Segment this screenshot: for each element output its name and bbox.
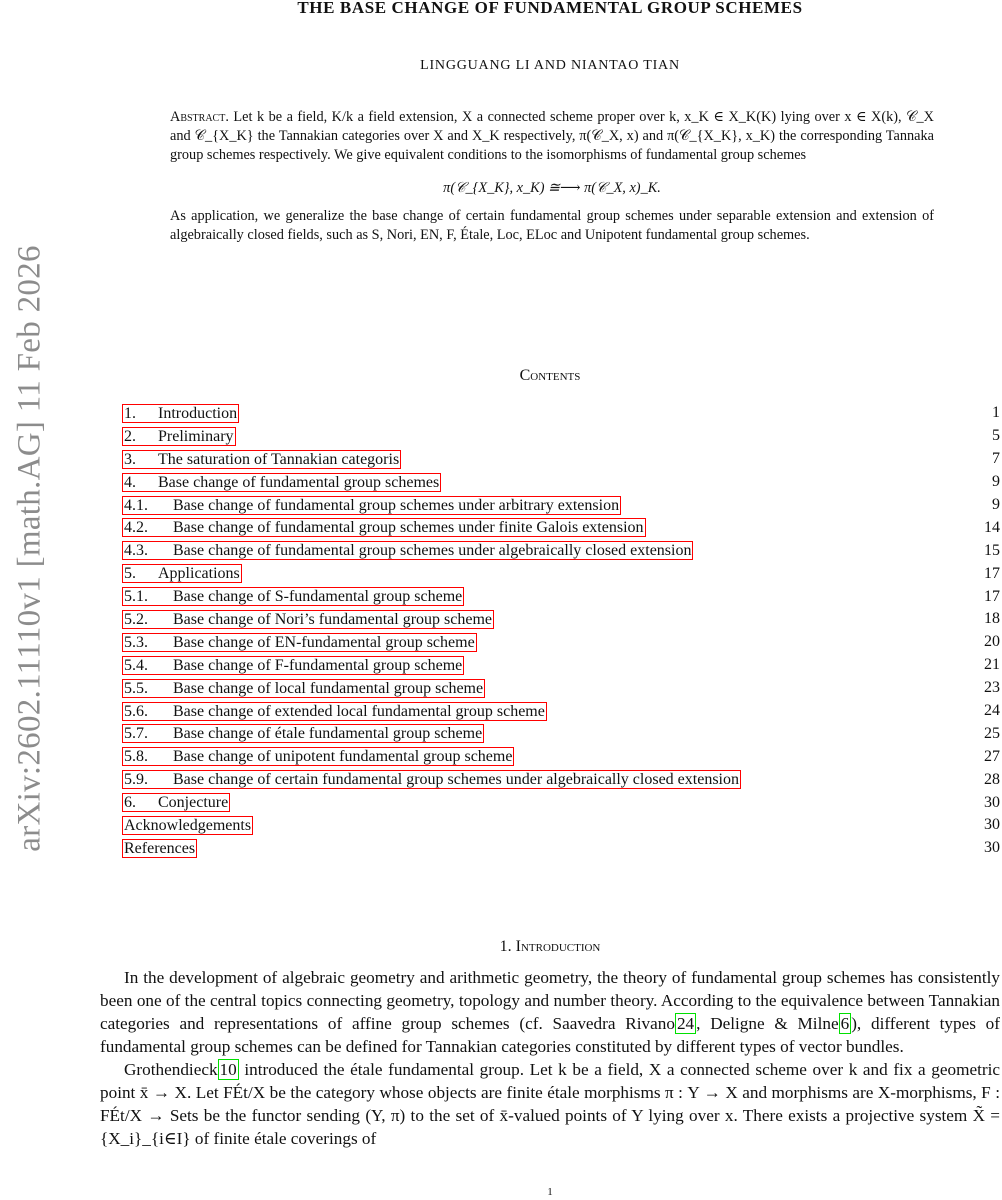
- toc-title: Base change of extended local fundamental group scheme: [173, 702, 545, 720]
- text: Grothendieck: [124, 1060, 218, 1079]
- toc-link[interactable]: [122, 747, 514, 766]
- text: introduced the étale fundamental group. Let k be a field, X a connected scheme over k and fix a geometric point x̄ → X. Let FÉt/X be the category whose objects are finite étale morphisms π : Y → X and morphisms are X-morphisms, F : FÉt/X → Sets be the functor sending (Y, π) to the set of x̄-valued points of Y lying over x. There exists a projective system X̃ = {X_i}_{i∈I} of finite étale coverings of: [100, 1060, 1000, 1148]
- toc-page: 30: [984, 816, 1000, 834]
- toc-number: 5.2.: [124, 610, 148, 628]
- page-number: 1: [547, 1186, 553, 1198]
- abstract-equation: π(𝒞_{X_K}, x_K) ≅⟶ π(𝒞_X, x)_K.: [443, 180, 661, 196]
- toc-page: 15: [984, 541, 1000, 559]
- toc-entry: [122, 837, 1000, 860]
- toc-title: Acknowledgements: [124, 816, 252, 834]
- toc-link[interactable]: [122, 496, 621, 515]
- toc-number: 5.7.: [124, 725, 148, 743]
- toc-page: 7: [992, 450, 1000, 468]
- toc-link[interactable]: [122, 610, 494, 629]
- toc-entry: [122, 402, 1000, 425]
- toc-page: 17: [984, 587, 1000, 605]
- toc-link[interactable]: [122, 793, 230, 812]
- toc-entry: [122, 448, 1000, 471]
- toc-entry: [122, 494, 1000, 517]
- toc-title: Conjecture: [158, 794, 229, 812]
- toc-number: 3.: [124, 450, 136, 468]
- toc-link[interactable]: [122, 473, 441, 492]
- toc-page: 20: [984, 633, 1000, 651]
- toc-title: Base change of unipotent fundamental group scheme: [173, 748, 513, 766]
- introduction-body: [100, 966, 1000, 1150]
- toc-link[interactable]: [122, 564, 242, 583]
- toc-link[interactable]: [122, 518, 646, 537]
- toc-link[interactable]: [122, 404, 239, 423]
- toc-entry: [122, 608, 1000, 631]
- toc-page: 18: [984, 610, 1000, 628]
- toc-title: Introduction: [158, 404, 238, 422]
- toc-link[interactable]: [122, 702, 547, 721]
- toc-page: 9: [992, 473, 1000, 491]
- abstract: [170, 108, 934, 245]
- toc-title: Base change of certain fundamental group schemes under algebraically closed extension: [173, 771, 739, 789]
- text: , Deligne & Milne: [696, 1014, 839, 1033]
- toc-title: Base change of fundamental group schemes under finite Galois extension: [173, 519, 644, 537]
- toc-number: 4.1.: [124, 496, 148, 514]
- toc-number: 5.8.: [124, 748, 148, 766]
- toc-page: 28: [984, 770, 1000, 788]
- toc-title: References: [124, 839, 196, 857]
- abstract-application: As application, we generalize the base change of certain fundamental group schemes under separable extension and extension of algebraically closed fields, such as S, Nori, EN, F, Étale, Loc, ELoc and Unipotent fundamental group schemes.: [170, 208, 934, 243]
- toc-entry: [122, 539, 1000, 562]
- toc-page: 24: [984, 702, 1000, 720]
- toc-title: The saturation of Tannakian categoris: [158, 450, 400, 468]
- arxiv-watermark: arXiv:2602.11110v1 [math.AG] 11 Feb 2026: [11, 245, 48, 852]
- toc-entry: [122, 562, 1000, 585]
- toc-page: 17: [984, 564, 1000, 582]
- toc-title: Preliminary: [158, 427, 234, 445]
- toc-title: Base change of Nori’s fundamental group scheme: [173, 610, 493, 628]
- toc-page: 25: [984, 724, 1000, 742]
- abstract-label: Abstract.: [170, 109, 229, 125]
- toc-number: 1.: [124, 404, 136, 422]
- abstract-text: Let k be a field, K/k a field extension, X a connected scheme proper over k, x_K ∈ X_K(K) lying over x ∈ X(k), 𝒞_X and 𝒞_{X_K} the Tannakian categories over X and X_K respectively, π(𝒞_X, x) and π(𝒞_{X_K}, x_K) the corresponding Tannaka group schemes respectively. We give equivalent conditions to the isomorphisms of fundamental group schemes: [170, 109, 935, 163]
- text: ), different types of fundamental group schemes can be defined for Tannakian categories constituted by different types of vector bundles.: [100, 1014, 1000, 1056]
- citation-link[interactable]: 10: [219, 1060, 237, 1079]
- toc-number: 5.6.: [124, 702, 148, 720]
- toc-title: Base change of étale fundamental group scheme: [173, 725, 483, 743]
- toc-entry: [122, 585, 1000, 608]
- toc-number: 5.4.: [124, 656, 148, 674]
- toc-page: 1: [992, 404, 1000, 422]
- toc-page: 30: [984, 839, 1000, 857]
- toc-number: 5.5.: [124, 679, 148, 697]
- toc-page: 27: [984, 747, 1000, 765]
- toc-entry: [122, 700, 1000, 723]
- toc-entry: [122, 425, 1000, 448]
- toc-number: 4.: [124, 473, 136, 491]
- citation-link[interactable]: 24: [676, 1014, 695, 1033]
- toc-link[interactable]: [122, 633, 477, 652]
- toc-title: Base change of S-fundamental group scheme: [173, 588, 463, 606]
- toc-title: Base change of local fundamental group scheme: [173, 679, 484, 697]
- toc-title: Applications: [158, 565, 240, 583]
- table-of-contents: [122, 402, 1000, 860]
- toc-number: 4.3.: [124, 542, 148, 560]
- toc-number: 5.3.: [124, 633, 148, 651]
- toc-entry: [122, 654, 1000, 677]
- toc-entry: [122, 814, 1000, 837]
- toc-page: 14: [984, 518, 1000, 536]
- toc-entry: [122, 471, 1000, 494]
- toc-title: Base change of fundamental group schemes: [158, 473, 440, 491]
- toc-title: Base change of F-fundamental group scheme: [173, 656, 463, 674]
- toc-entry: [122, 768, 1000, 791]
- toc-page: 30: [984, 793, 1000, 811]
- abstract-paragraph: [170, 108, 934, 165]
- toc-number: 6.: [124, 794, 136, 812]
- toc-link[interactable]: [122, 656, 464, 675]
- toc-entry: [122, 516, 1000, 539]
- toc-link[interactable]: [122, 427, 236, 446]
- toc-link[interactable]: [122, 679, 485, 698]
- toc-link[interactable]: [122, 839, 197, 858]
- toc-link[interactable]: [122, 724, 484, 743]
- paragraph: [100, 1058, 1000, 1150]
- section-heading-introduction: [100, 938, 1000, 956]
- toc-link[interactable]: [122, 587, 464, 606]
- citation-link[interactable]: 6: [840, 1014, 850, 1033]
- section-number: 1.: [499, 938, 512, 955]
- toc-link[interactable]: [122, 541, 693, 560]
- toc-number: 4.2.: [124, 519, 148, 537]
- toc-entry: [122, 631, 1000, 654]
- toc-entry: [122, 791, 1000, 814]
- toc-number: 5.1.: [124, 588, 148, 606]
- toc-title: Base change of EN-fundamental group scheme: [173, 633, 475, 651]
- toc-page: 5: [992, 427, 1000, 445]
- toc-title: Base change of fundamental group schemes under algebraically closed extension: [173, 542, 692, 560]
- toc-link[interactable]: [122, 816, 253, 835]
- paragraph: [100, 966, 1000, 1058]
- toc-entry: [122, 677, 1000, 700]
- toc-number: 5.9.: [124, 771, 148, 789]
- toc-link[interactable]: [122, 450, 401, 469]
- toc-number: 5.: [124, 565, 136, 583]
- toc-page: 21: [984, 656, 1000, 674]
- toc-page: 23: [984, 679, 1000, 697]
- text: In the development of algebraic geometry and arithmetic geometry, the theory of fundamental group schemes has consistently been one of the central topics connecting geometry, topology and number theory. According to the equivalence between Tannakian categories and representations of affine group schemes (cf. Saavedra Rivano: [100, 968, 1000, 1033]
- section-title: Introduction: [515, 938, 601, 955]
- toc-entry: [122, 745, 1000, 768]
- paper-title: THE BASE CHANGE OF FUNDAMENTAL GROUP SCHEMES: [297, 0, 803, 17]
- toc-title: Base change of fundamental group schemes under arbitrary extension: [173, 496, 620, 514]
- toc-link[interactable]: [122, 770, 741, 789]
- toc-page: 9: [992, 496, 1000, 513]
- toc-number: 2.: [124, 427, 136, 445]
- contents-heading: Contents: [519, 367, 581, 384]
- toc-entry: [122, 722, 1000, 745]
- authors: LINGGUANG LI AND NIANTAO TIAN: [420, 58, 680, 73]
